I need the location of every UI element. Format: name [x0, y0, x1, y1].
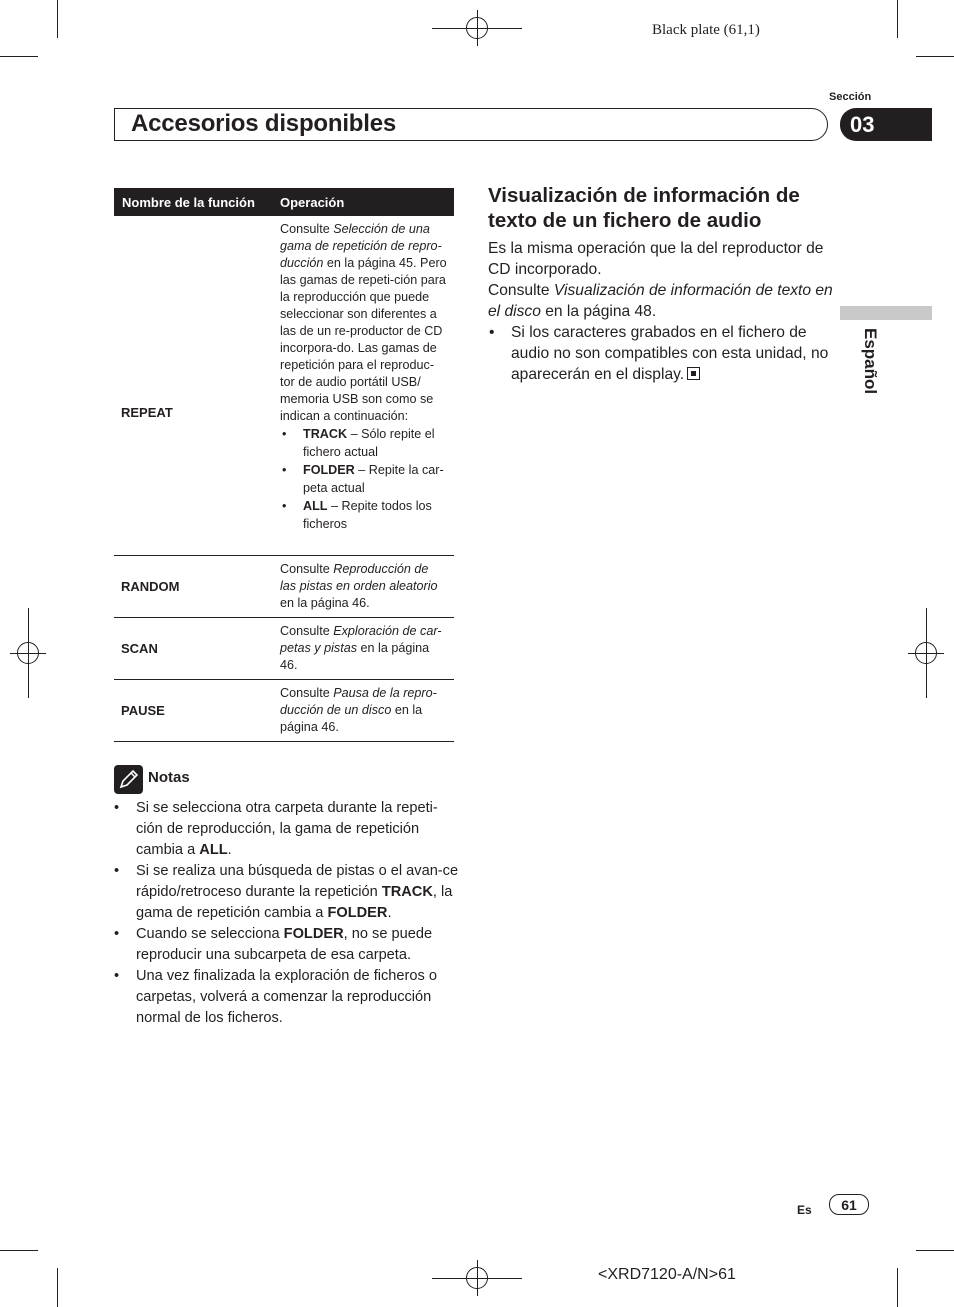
- text-run: – Repite la car-peta actual: [303, 463, 444, 495]
- operation-text: [280, 618, 454, 679]
- table-row: [114, 216, 454, 556]
- list-item: [114, 861, 459, 924]
- text-run: en la página 48.: [540, 303, 657, 320]
- cross-reference: Pausa de la repro-ducción de un disco: [280, 686, 437, 717]
- text-run: , no se puede reproducir una subcarpeta de esa carpeta.: [136, 926, 433, 963]
- operation-text: [280, 216, 454, 538]
- text-run: Consulte: [280, 686, 334, 700]
- text-run: en la página 46.: [280, 641, 430, 672]
- text-run: Consulte: [280, 222, 334, 236]
- text-run: en la página 45. Pero las gamas de repeti-ción para la reproducción que puede seleccionar son diferentes a las de un re-productor de CD incorpora-do. Las gamas de repetición para el reproduc-tor de audio portátil USB/ memoria USB son como se indican a continuación:: [280, 256, 447, 423]
- table-header: [114, 188, 454, 216]
- text-run: Si se realiza una búsqueda de pistas o el avan-ce rápido/retroceso durante la repetición: [136, 863, 459, 900]
- function-name: REPEAT: [121, 405, 173, 420]
- registration-mark: [17, 642, 39, 664]
- pencil-icon: [114, 765, 143, 794]
- list-item: [488, 322, 833, 385]
- term: TRACK: [381, 884, 433, 900]
- registration-mark: [466, 17, 488, 39]
- operation-text: [280, 680, 454, 741]
- end-of-section-icon: [687, 367, 700, 380]
- text-run: Consulte: [488, 282, 554, 299]
- plate-label: Black plate (61,1): [652, 22, 760, 38]
- function-name: PAUSE: [121, 703, 165, 718]
- cross-reference: Visualización de información de texto en el disco: [488, 282, 833, 320]
- text-run: Consulte: [280, 624, 334, 638]
- cross-reference: Selección de una gama de repetición de repro-ducción: [280, 222, 442, 270]
- model-code: <XRD7120-A/N>61: [598, 1266, 736, 1283]
- text-run: Si se selecciona otra carpeta durante la repeti-ción de reproducción, la gama de repetición cambia a: [136, 800, 438, 858]
- term: ALL: [303, 499, 328, 513]
- text-run: Si los caracteres grabados en el fichero de audio no son compatibles con esta unidad, no aparecerán en el display.: [511, 324, 829, 383]
- language-tab-bar: [840, 306, 932, 320]
- crop-mark: [916, 56, 954, 57]
- list-item: [280, 461, 448, 497]
- registration-mark: [915, 642, 937, 664]
- list-item: [114, 966, 459, 1029]
- term: FOLDER: [327, 905, 388, 921]
- language-tab-label: Español: [861, 328, 880, 395]
- term: FOLDER: [283, 926, 344, 942]
- table-row: [114, 618, 454, 680]
- header-operation: Operación: [280, 195, 345, 210]
- operation-text: [280, 556, 454, 617]
- crop-mark: [57, 0, 58, 38]
- list-item: [280, 425, 448, 461]
- text-run: – Sólo repite el fichero actual: [303, 427, 435, 459]
- crop-mark: [916, 1250, 954, 1251]
- list-item: [114, 924, 459, 966]
- registration-mark: [466, 1267, 488, 1289]
- text-run: Consulte: [280, 562, 334, 576]
- crop-mark: [897, 0, 898, 38]
- function-table: [114, 188, 454, 742]
- text-run: en la página 46.: [280, 703, 423, 734]
- cross-reference: Reproducción de las pistas en orden aleatorio: [280, 562, 438, 593]
- page-number: 61: [829, 1194, 869, 1215]
- section-number-badge: 03: [840, 108, 932, 141]
- term: TRACK: [303, 427, 348, 441]
- list-item: [114, 798, 459, 861]
- table-row: [114, 556, 454, 618]
- section-heading: Visualización de información de texto de un fichero de audio: [488, 184, 800, 232]
- section-label: Sección: [829, 91, 872, 103]
- function-name: SCAN: [121, 641, 158, 656]
- page-title: Accesorios disponibles: [131, 110, 397, 137]
- crop-mark: [897, 1268, 898, 1307]
- text-run: .: [387, 905, 392, 921]
- text-run: Una vez finalizada la exploración de ficheros o carpetas, volverá a comenzar la reproducción normal de los ficheros.: [136, 968, 437, 1026]
- crop-mark: [57, 1268, 58, 1307]
- text-run: , la gama de repetición cambia a: [136, 884, 453, 921]
- section-body: [488, 238, 833, 385]
- notes-title: Notas: [148, 769, 190, 786]
- notes-list: [114, 798, 459, 1029]
- text-run: en la página 46.: [280, 596, 370, 610]
- text-run: Cuando se selecciona: [136, 926, 284, 942]
- list-item: [280, 497, 448, 533]
- crop-mark: [0, 1250, 38, 1251]
- cross-reference: Exploración de car-petas y pistas: [280, 624, 442, 655]
- text-run: – Repite todos los ficheros: [303, 499, 432, 531]
- paragraph: Es la misma operación que la del reproductor de CD incorporado.: [488, 240, 824, 278]
- function-name: RANDOM: [121, 579, 180, 594]
- term: ALL: [199, 842, 228, 858]
- text-run: .: [227, 842, 232, 858]
- crop-mark: [0, 56, 38, 57]
- paragraph: [488, 280, 833, 322]
- term: FOLDER: [303, 463, 355, 477]
- table-row: [114, 680, 454, 742]
- header-function-name: Nombre de la función: [122, 195, 255, 210]
- page-language: Es: [797, 1203, 812, 1217]
